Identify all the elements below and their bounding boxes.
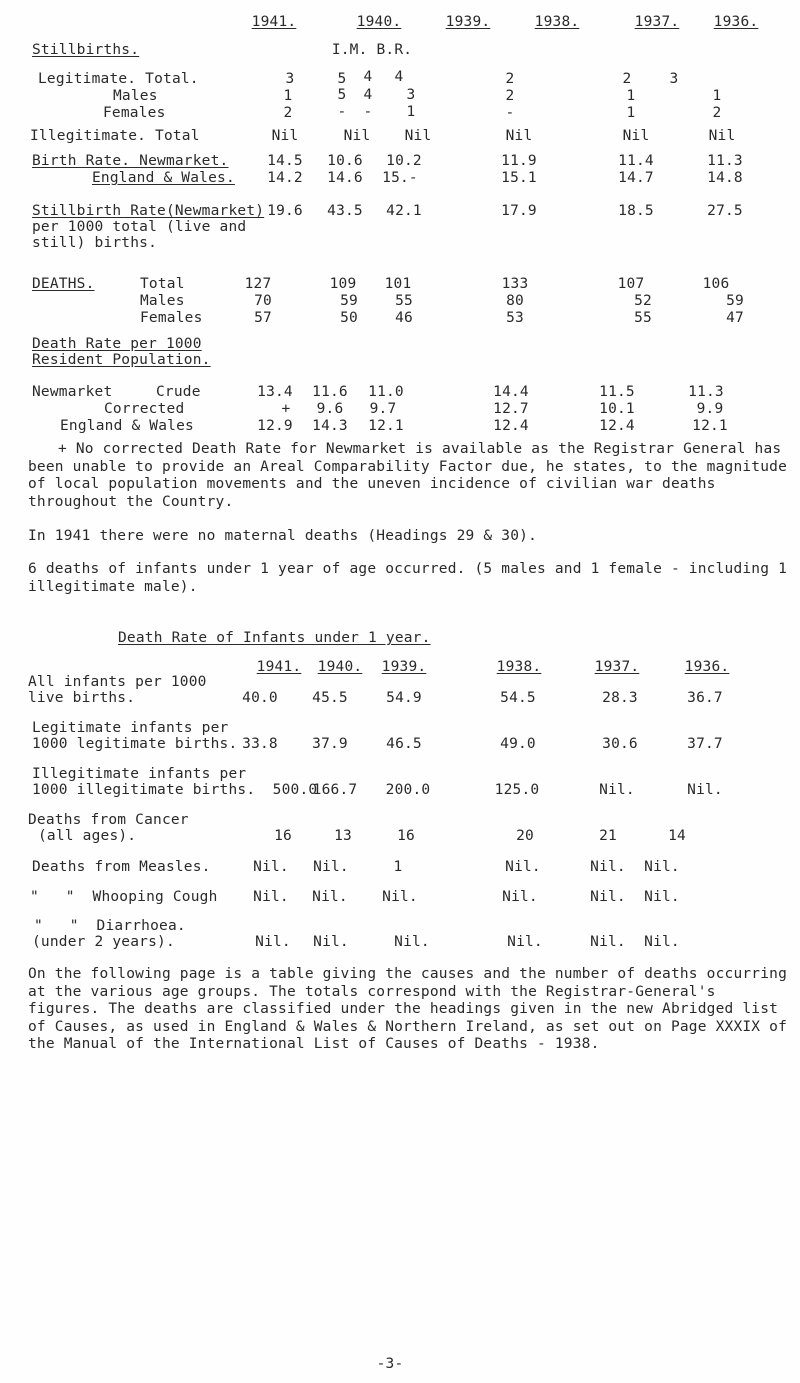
cell: 13 [334,828,352,844]
cell: 18.5 [618,203,654,219]
infant-year-1939: 1939. [381,659,427,675]
cell: 2 [505,88,515,104]
all-infants-label: All infants per 1000 [28,674,207,690]
cell: 14.8 [707,170,743,186]
cell: 53 [506,310,524,326]
cell: 55 [634,310,652,326]
illegit-infants-label-2: 1000 illegitimate births. [32,782,256,798]
cell: Nil [404,128,432,144]
diarrhoea-label: " " Diarrhoea. [34,918,186,934]
cell: Nil. [505,859,541,875]
all-infants-label-2: live births. [28,690,136,706]
death-rate-newmarket-label: Newmarket [32,384,113,400]
infant-year-1940: 1940. [317,659,363,675]
cell: Nil. [590,859,626,875]
cell: 16 [274,828,292,844]
cell: 2 [505,71,515,87]
cell: 46 [395,310,413,326]
cell: 2 [622,71,632,87]
cell: Nil. [312,889,348,905]
cell: 42.1 [386,203,422,219]
cell: 12.1 [368,418,404,434]
females-label: Females [103,105,166,121]
cell: 54.5 [500,690,536,706]
cell: 10.2 [386,153,422,169]
cell: Nil. [394,934,430,950]
imbr-header: I.M. B.R. [331,42,413,58]
cell: 30.6 [602,736,638,752]
cell: 1 [393,859,403,875]
cell: 14 [668,828,686,844]
cell: 14.7 [618,170,654,186]
year-1939-header: 1939. [445,14,491,30]
cell: Nil. [502,889,538,905]
deaths-heading: DEATHS. [32,276,95,292]
cell: 59 [340,293,358,309]
page-number: -3- [376,1356,404,1372]
cancer-label-2: (all ages). [38,828,137,844]
whooping-cough-label: " " Whooping Cough [30,889,218,905]
cell: 54.9 [386,690,422,706]
cell: 13.4 [257,384,293,400]
cell: 20 [516,828,534,844]
cell: 19.6 [267,203,303,219]
legit-infants-label-2: 1000 legitimate births. [32,736,238,752]
birth-rate-label: Birth Rate. Newmarket. [32,153,229,169]
cell: 55 [395,293,413,309]
infant-year-1941: 1941. [256,659,302,675]
cell: 2 [283,105,293,121]
cell: 27.5 [707,203,743,219]
cell: Nil. [253,889,289,905]
stillbirth-rate-label-2: per 1000 total (live and [32,219,247,235]
cell: 11.9 [501,153,537,169]
cell: 14.6 [327,170,363,186]
cell: 5 [337,87,347,103]
cell: 4 [363,87,373,103]
cell: 200.0 [385,782,431,798]
cell: 11.0 [368,384,404,400]
cell: 28.3 [602,690,638,706]
cell: 11.4 [618,153,654,169]
cell: 57 [254,310,272,326]
cell: Nil. [644,889,680,905]
cell: 15.1 [501,170,537,186]
cell: 1 [626,105,636,121]
maternal-deaths-line: In 1941 there were no maternal deaths (Headings 29 & 30). [28,528,537,544]
cell: 9.6 [316,401,344,417]
cell: 107 [617,276,645,292]
cell: 14.3 [312,418,348,434]
cell: 14.4 [493,384,529,400]
cell: 101 [384,276,412,292]
cell: 106 [702,276,730,292]
cell: + [281,401,291,417]
cell: Nil. [507,934,543,950]
cell: Nil [708,128,736,144]
cell: 46.5 [386,736,422,752]
cell: Nil. [687,782,723,798]
cell: 11.5 [599,384,635,400]
cell: 36.7 [687,690,723,706]
year-1936-header: 1936. [713,14,759,30]
year-1941-header: 1941. [251,14,297,30]
cell: 11.3 [707,153,743,169]
deaths-males-label: Males [140,293,185,309]
cell: Nil [271,128,299,144]
legit-infants-label: Legitimate infants per [32,720,229,736]
cell: 10.1 [599,401,635,417]
cell: 12.1 [692,418,728,434]
crude-label: Crude [156,384,201,400]
cell: Nil [343,128,371,144]
cell: 11.3 [688,384,724,400]
cell: 52 [634,293,652,309]
cell: - [505,105,515,121]
diarrhoea-label-2: (under 2 years). [32,934,175,950]
cell: 12.7 [493,401,529,417]
infant-year-1938: 1938. [496,659,542,675]
cell: 47 [726,310,744,326]
cell: 3 [669,71,679,87]
cell: Nil. [644,934,680,950]
cell: 37.7 [687,736,723,752]
cell: 127 [244,276,272,292]
note-paragraph: + No corrected Death Rate for Newmarket is available as the Registrar General has been unable to provide an Areal Comparability Factor due, he states, to the magnitude of local population movements and the uneven incidence of civilian war deaths throughout the Country. [28,441,788,510]
cell: Nil. [590,934,626,950]
cell: 1 [626,88,636,104]
cell: Nil. [313,859,349,875]
cell: 9.9 [696,401,724,417]
cell: 40.0 [242,690,278,706]
cell: Nil [505,128,533,144]
illegit-total-label: Illegitimate. Total [30,128,200,144]
cell: 2 [712,105,722,121]
stillbirths-heading: Stillbirths. [32,42,140,58]
cell: - [363,104,373,120]
cell: 14.2 [267,170,303,186]
cell: - [337,104,347,120]
cell: 12.4 [493,418,529,434]
cell: 14.5 [267,153,303,169]
cell: 50 [340,310,358,326]
stillbirth-rate-label: Stillbirth Rate(Newmarket) [32,203,265,219]
cell: 21 [599,828,617,844]
infant-year-1937: 1937. [594,659,640,675]
cell: 49.0 [500,736,536,752]
death-rate-england-label: England & Wales [60,418,194,434]
cell: 17.9 [501,203,537,219]
infant-year-1936: 1936. [684,659,730,675]
cell: Nil [622,128,650,144]
cell: 45.5 [312,690,348,706]
death-rate-heading: Death Rate per 1000 [32,336,202,352]
cell: 43.5 [327,203,363,219]
cancer-label: Deaths from Cancer [28,812,189,828]
cell: 500.0 [272,782,318,798]
cell: 3 [406,87,416,103]
cell: Nil. [313,934,349,950]
england-wales-label: England & Wales. [92,170,235,186]
legit-total-label: Legitimate. Total. [38,71,199,87]
cell: Nil. [253,859,289,875]
cell: 5 [337,71,347,87]
cell: 10.6 [327,153,363,169]
cell: Nil. [599,782,635,798]
cell: Nil. [590,889,626,905]
cell: 37.9 [312,736,348,752]
deaths-females-label: Females [140,310,203,326]
cell: 70 [254,293,272,309]
infant-death-rate-heading: Death Rate of Infants under 1 year. [118,630,431,646]
cell: 4 [394,69,404,85]
cell: Nil. [382,889,418,905]
cell: 59 [726,293,744,309]
cell: Nil. [255,934,291,950]
cell: 166.7 [312,782,358,798]
closing-paragraph: On the following page is a table giving the causes and the number of deaths occurring at the various age groups. The totals correspond with the Registrar-General's figures. The deaths are classified under the headings given in the new Abridged list of Causes, as used in England & Wales & Northern Ireland, as set out on Page XXXIX of the Manual of the International List of Causes of Deaths - 1938. [28,966,788,1052]
cell: 4 [363,69,373,85]
cell: 125.0 [494,782,540,798]
year-1938-header: 1938. [534,14,580,30]
stillbirth-rate-label-3: still) births. [32,235,158,251]
cell: 12.9 [257,418,293,434]
measles-label: Deaths from Measles. [32,859,211,875]
year-1940-header: 1940. [356,14,402,30]
infant-deaths-paragraph: 6 deaths of infants under 1 year of age occurred. (5 males and 1 female - including 1 illegitimate male). [28,561,788,595]
cell: 11.6 [312,384,348,400]
cell: 80 [506,293,524,309]
illegit-infants-label: Illegitimate infants per [32,766,247,782]
cell: 3 [285,71,295,87]
cell: 15.- [382,170,418,186]
males-label: Males [113,88,158,104]
cell: 1 [406,104,416,120]
cell: 133 [501,276,529,292]
cell: 33.8 [242,736,278,752]
death-rate-heading-2: Resident Population. [32,352,211,368]
year-1937-header: 1937. [634,14,680,30]
cell: 12.4 [599,418,635,434]
cell: 9.7 [369,401,397,417]
corrected-label: Corrected [104,401,185,417]
cell: 16 [397,828,415,844]
deaths-total-label: Total [140,276,185,292]
cell: 1 [283,88,293,104]
cell: Nil. [644,859,680,875]
cell: 1 [712,88,722,104]
cell: 109 [329,276,357,292]
